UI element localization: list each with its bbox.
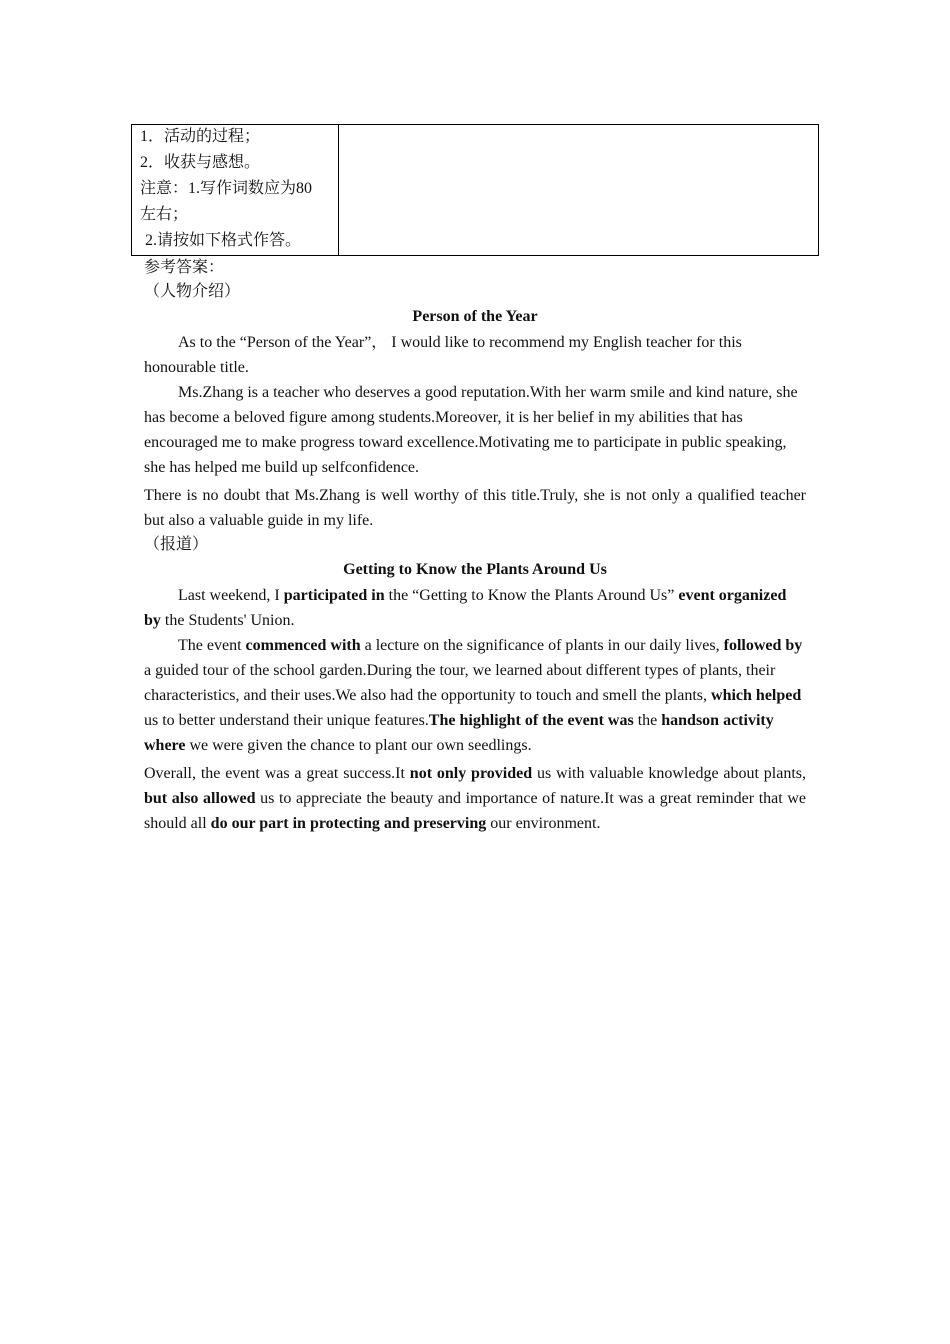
text-run: Overall, the event was a great success.It <box>144 765 410 782</box>
bold-phrase: commenced with <box>245 637 361 654</box>
bold-phrase: The highlight of the event was <box>428 712 634 729</box>
essay-title-plants: Getting to Know the Plants Around Us <box>343 561 607 578</box>
bold-phrase: handson activity where <box>144 712 774 754</box>
essay1-paragraph-1: As to the “Person of the Year”， I would like to recommend my English teacher for this honourable title. <box>144 334 742 376</box>
requirement-note-line: 2.请按如下格式作答。 <box>145 232 302 249</box>
text-run: The event <box>178 637 246 654</box>
text-run: us with valuable knowledge about plants, <box>532 765 807 782</box>
text-run: a guided tour of the school garden.During the tour, we learned about different types of plants, their characteristics, and their uses.We also had the opportunity to touch and smell the plants, <box>144 662 776 704</box>
essay2-paragraph-3 <box>144 761 806 836</box>
task-requirements-cell <box>132 125 339 256</box>
section-label-report: （报道） <box>144 536 209 553</box>
text-run: our environment. <box>486 815 601 832</box>
bold-phrase: do our part in protecting and preserving <box>210 815 487 832</box>
requirement-note-line: 注意：1.写作词数应为80 <box>140 180 313 197</box>
text-run: the <box>633 712 662 729</box>
text-run: a lecture on the significance of plants in our daily lives, <box>360 637 724 654</box>
text-run: Last weekend, I <box>178 587 284 604</box>
answer-area-cell <box>339 125 819 256</box>
section-label-profile: （人物介绍） <box>144 283 241 300</box>
answer-label: 参考答案： <box>144 259 225 276</box>
requirement-note-line: 左右； <box>140 206 189 223</box>
essay-title-person-of-the-year: Person of the Year <box>412 308 538 325</box>
text-run: the Students' Union. <box>160 612 295 629</box>
reference-answer-content <box>144 256 806 836</box>
requirement-line: 2．收获与感想。 <box>140 154 261 171</box>
bold-phrase: participated in <box>283 587 385 604</box>
writing-task-table <box>131 124 819 256</box>
requirement-line: 1．活动的过程； <box>140 128 261 145</box>
bold-phrase: followed by <box>723 637 803 654</box>
essay2-paragraph-1 <box>144 583 806 633</box>
essay2-paragraph-2 <box>144 633 806 758</box>
bold-phrase: but also allowed <box>144 790 256 807</box>
essay1-paragraph-2: Ms.Zhang is a teacher who deserves a good reputation.With her warm smile and kind nature, she has become a beloved figure among students.Moreover, it is her belief in my abilities that has encouraged me to make progress toward excellence.Motivating me to participate in public speaking, she has helped me build up selfconfidence. <box>144 384 798 476</box>
text-run: the “Getting to Know the Plants Around Us” <box>384 587 679 604</box>
text-run: we were given the chance to plant our own seedlings. <box>185 737 532 754</box>
bold-phrase: not only provided <box>409 765 533 782</box>
bold-phrase: which helped <box>711 687 802 704</box>
text-run: us to appreciate the beauty and importance of nature.It was a great reminder that we should all <box>144 790 806 832</box>
text-run: us to better understand their unique features. <box>144 712 429 729</box>
essay1-paragraph-3: There is no doubt that Ms.Zhang is well worthy of this title.Truly, she is not only a qualified teacher but also a valuable guide in my life. <box>144 487 806 529</box>
bold-phrase: event organized by <box>144 587 787 629</box>
